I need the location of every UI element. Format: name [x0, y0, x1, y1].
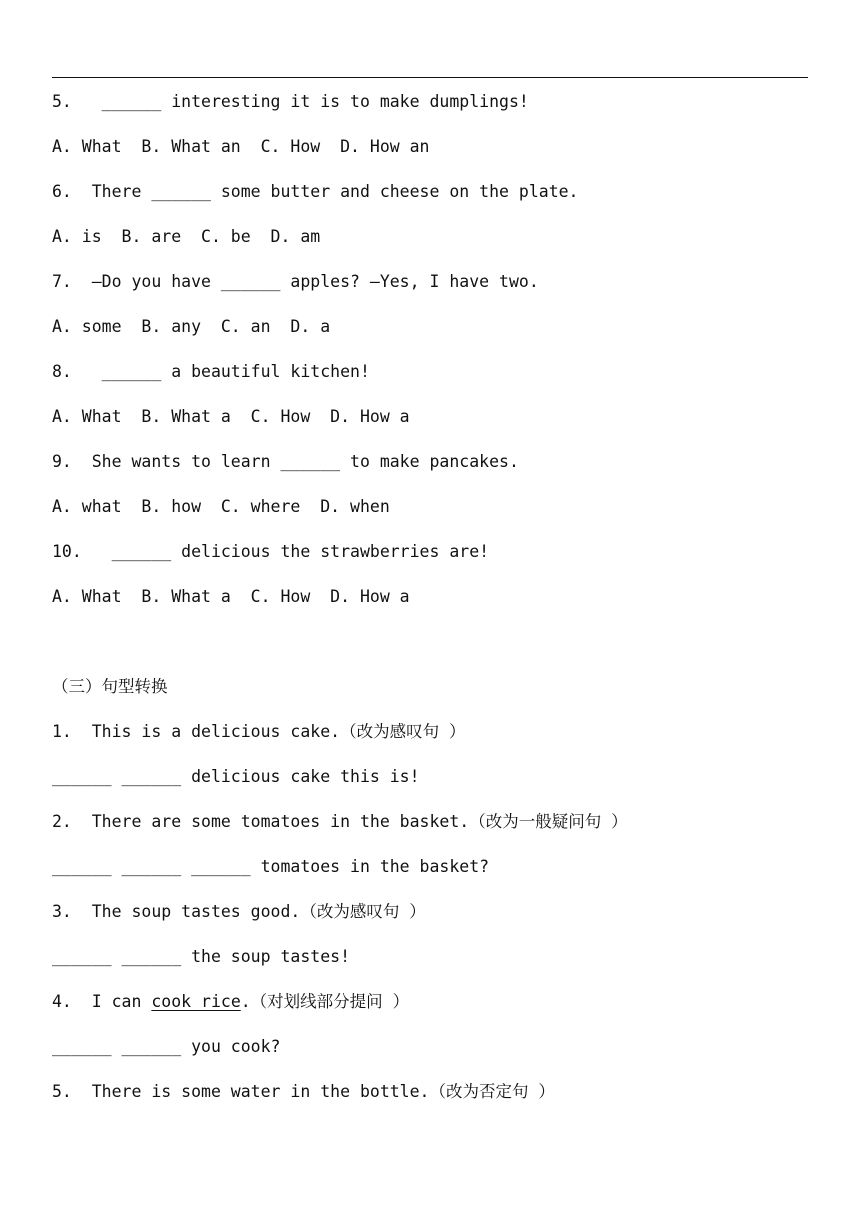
question-8-stem: 8. ______ a beautiful kitchen! [52, 362, 370, 381]
transform-3-prompt: 3. The soup tastes good.（改为感叹句 ） [52, 902, 426, 921]
section-heading: （三）句型转换 [52, 677, 168, 696]
question-9-options: A. what B. how C. where D. when [52, 497, 390, 516]
header-rule [52, 77, 808, 78]
question-9-stem: 9. She wants to learn ______ to make pancakes. [52, 452, 519, 471]
question-7-options: A. some B. any C. an D. a [52, 317, 331, 336]
transform-4-prompt-start: 4. I can [52, 992, 152, 1011]
question-7-stem: 7. —Do you have ______ apples? —Yes, I have two. [52, 272, 539, 291]
question-8-options: A. What B. What a C. How D. How a [52, 407, 410, 426]
underlined-phrase: cook rice [151, 992, 241, 1011]
transform-1-answer: ______ ______ delicious cake this is! [52, 767, 420, 786]
question-6-stem: 6. There ______ some butter and cheese on the plate. [52, 182, 579, 201]
transform-1-prompt: 1. This is a delicious cake.（改为感叹句 ） [52, 722, 466, 741]
question-5-stem: 5. ______ interesting it is to make dumplings! [52, 92, 529, 111]
transform-4-prompt [52, 991, 409, 1013]
question-10-stem: 10. ______ delicious the strawberries are! [52, 542, 490, 561]
transform-3-answer: ______ ______ the soup tastes! [52, 947, 351, 966]
transform-4-prompt-end: .（对划线部分提问 ） [240, 992, 410, 1011]
question-5-options: A. What B. What an C. How D. How an [52, 137, 430, 156]
transform-4-answer: ______ ______ you cook? [52, 1037, 281, 1056]
question-10-options: A. What B. What a C. How D. How a [52, 587, 410, 606]
transform-2-answer: ______ ______ ______ tomatoes in the basket? [52, 857, 490, 876]
question-6-options: A. is B. are C. be D. am [52, 227, 321, 246]
transform-5-prompt: 5. There is some water in the bottle.（改为否定句 ） [52, 1082, 555, 1101]
transform-2-prompt: 2. There are some tomatoes in the basket.（改为一般疑问句 ） [52, 812, 628, 831]
